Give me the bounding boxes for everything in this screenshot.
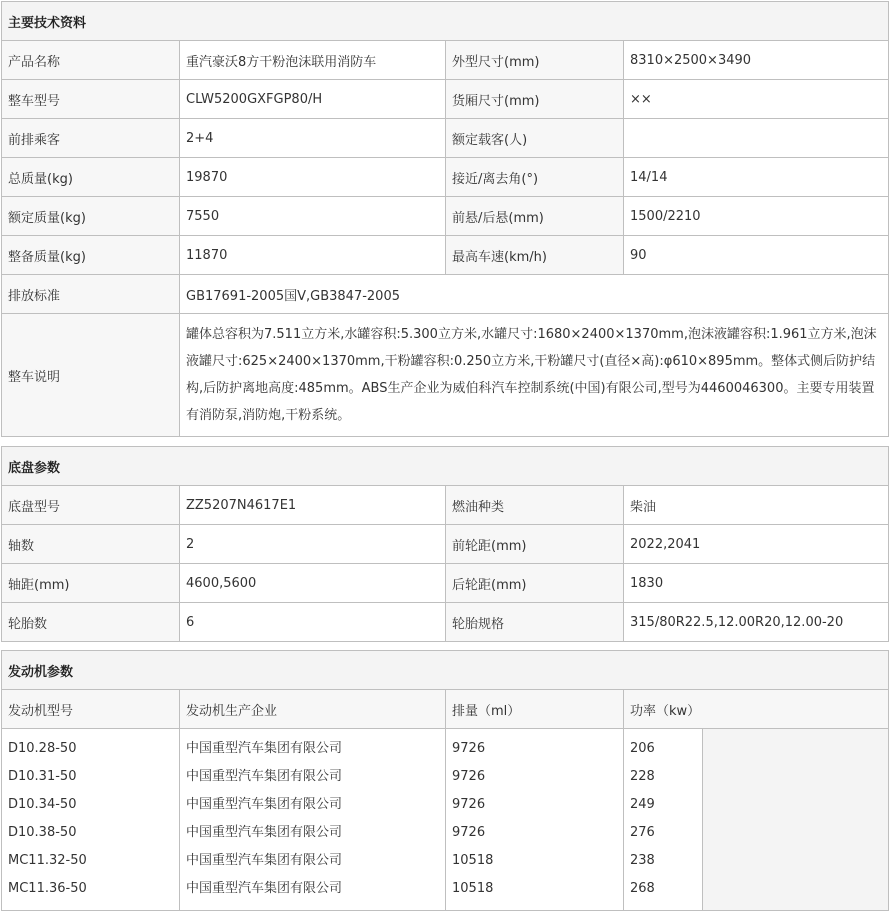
engine-displacement-list: [446, 729, 624, 911]
spec-row: [2, 486, 889, 525]
section-title-engine: 发动机参数: [2, 651, 889, 690]
engine-maker: 中国重型汽车集团有限公司: [186, 825, 343, 840]
spec-value: CLW5200GXFGP80/H: [180, 80, 446, 119]
spec-value: 6: [180, 603, 446, 642]
engine-power-header: 功率（kw）: [624, 690, 889, 729]
spec-value: 柴油: [624, 486, 889, 525]
spec-value: [624, 119, 889, 158]
spec-value: ××: [624, 80, 889, 119]
spec-value: 1500/2210: [624, 197, 889, 236]
spec-row: [2, 41, 889, 80]
section-title-main-specs: 主要技术资料: [2, 2, 889, 41]
engine-power: 276: [630, 825, 655, 840]
spec-value: 11870: [180, 236, 446, 275]
engine-maker: 中国重型汽车集团有限公司: [186, 769, 343, 784]
engine-table: [1, 650, 889, 911]
spec-label: 燃油种类: [446, 486, 624, 525]
spec-label: 前排乘客: [2, 119, 180, 158]
spec-value: 7550: [180, 197, 446, 236]
main-specs-table: [1, 1, 889, 437]
engine-displacement: 10518: [452, 881, 494, 896]
spec-row: [2, 236, 889, 275]
spec-label: 轮胎规格: [446, 603, 624, 642]
spec-value: 8310×2500×3490: [624, 41, 889, 80]
engine-model: MC11.32-50: [8, 853, 87, 868]
spec-row: [2, 525, 889, 564]
section-title-chassis: 底盘参数: [2, 447, 889, 486]
engine-power: 206: [630, 741, 655, 756]
empty-filler-cell: [703, 729, 889, 911]
engine-model: D10.38-50: [8, 825, 77, 840]
engine-header-row: [2, 690, 889, 729]
engine-power: 238: [630, 853, 655, 868]
spec-row: [2, 197, 889, 236]
engine-maker: 中国重型汽车集团有限公司: [186, 797, 343, 812]
spec-row: [2, 80, 889, 119]
engine-displacement: 9726: [452, 769, 486, 784]
spec-value: 315/80R22.5,12.00R20,12.00-20: [624, 603, 889, 642]
spec-label: 前悬/后悬(mm): [446, 197, 624, 236]
engine-displacement-header: 排量（ml）: [446, 690, 624, 729]
engine-maker: 中国重型汽车集团有限公司: [186, 741, 343, 756]
engine-displacement: 10518: [452, 853, 494, 868]
spec-label: 前轮距(mm): [446, 525, 624, 564]
spec-label: 外型尺寸(mm): [446, 41, 624, 80]
engine-model: D10.34-50: [8, 797, 77, 812]
spec-value: 14/14: [624, 158, 889, 197]
spec-row: [2, 603, 889, 642]
engine-model-list: [2, 729, 180, 911]
spec-label: 整车型号: [2, 80, 180, 119]
spec-label: 轴数: [2, 525, 180, 564]
spec-value: 2+4: [180, 119, 446, 158]
engine-model: D10.31-50: [8, 769, 77, 784]
description-label: 整车说明: [2, 314, 180, 437]
spec-label: 总质量(kg): [2, 158, 180, 197]
spec-row: [2, 119, 889, 158]
emission-label: 排放标准: [2, 275, 180, 314]
engine-displacement: 9726: [452, 741, 486, 756]
engine-power-list: [624, 729, 703, 911]
engine-power: 228: [630, 769, 655, 784]
spec-value: 2: [180, 525, 446, 564]
spec-label: 货厢尺寸(mm): [446, 80, 624, 119]
spec-label: 底盘型号: [2, 486, 180, 525]
spec-value: 重汽豪沃8方干粉泡沫联用消防车: [180, 41, 446, 80]
spec-label: 产品名称: [2, 41, 180, 80]
spec-label: 后轮距(mm): [446, 564, 624, 603]
spec-row-emission: [2, 275, 889, 314]
spec-label: 轴距(mm): [2, 564, 180, 603]
spec-row: [2, 564, 889, 603]
spec-row: [2, 158, 889, 197]
engine-maker-header: 发动机生产企业: [180, 690, 446, 729]
engine-maker-list: [180, 729, 446, 911]
engine-displacement: 9726: [452, 797, 486, 812]
engine-power: 249: [630, 797, 655, 812]
spec-label: 接近/离去角(°): [446, 158, 624, 197]
spec-row-description: [2, 314, 889, 437]
spec-label: 额定质量(kg): [2, 197, 180, 236]
emission-value: GB17691-2005国Ⅴ,GB3847-2005: [180, 275, 889, 314]
spec-label: 额定载客(人): [446, 119, 624, 158]
engine-model: MC11.36-50: [8, 881, 87, 896]
chassis-table: [1, 446, 889, 642]
description-value: 罐体总容积为7.511立方米,水罐容积:5.300立方米,水罐尺寸:1680×2400×1370mm,泡沫液罐容积:1.961立方米,泡沫液罐尺寸:625×2400×1370mm,干粉罐容积:0.250立方米,干粉罐尺寸(直径×高):φ610×895mm。整体式侧后防护结构,后防护离地高度:485mm。ABS生产企业为威伯科汽车控制系统(中国)有限公司,型号为4460046300。主要专用装置有消防泵,消防炮,干粉系统。: [180, 314, 889, 437]
spec-label: 整备质量(kg): [2, 236, 180, 275]
engine-maker: 中国重型汽车集团有限公司: [186, 853, 343, 868]
spec-label: 轮胎数: [2, 603, 180, 642]
engine-model-header: 发动机型号: [2, 690, 180, 729]
engine-model: D10.28-50: [8, 741, 77, 756]
spec-value: 1830: [624, 564, 889, 603]
spec-value: ZZ5207N4617E1: [180, 486, 446, 525]
spec-value: 4600,5600: [180, 564, 446, 603]
engine-list-row: [2, 729, 889, 911]
spec-value: 19870: [180, 158, 446, 197]
spec-value: 90: [624, 236, 889, 275]
spec-label: 最高车速(km/h): [446, 236, 624, 275]
engine-power: 268: [630, 881, 655, 896]
engine-maker: 中国重型汽车集团有限公司: [186, 881, 343, 896]
spec-value: 2022,2041: [624, 525, 889, 564]
engine-displacement: 9726: [452, 825, 486, 840]
